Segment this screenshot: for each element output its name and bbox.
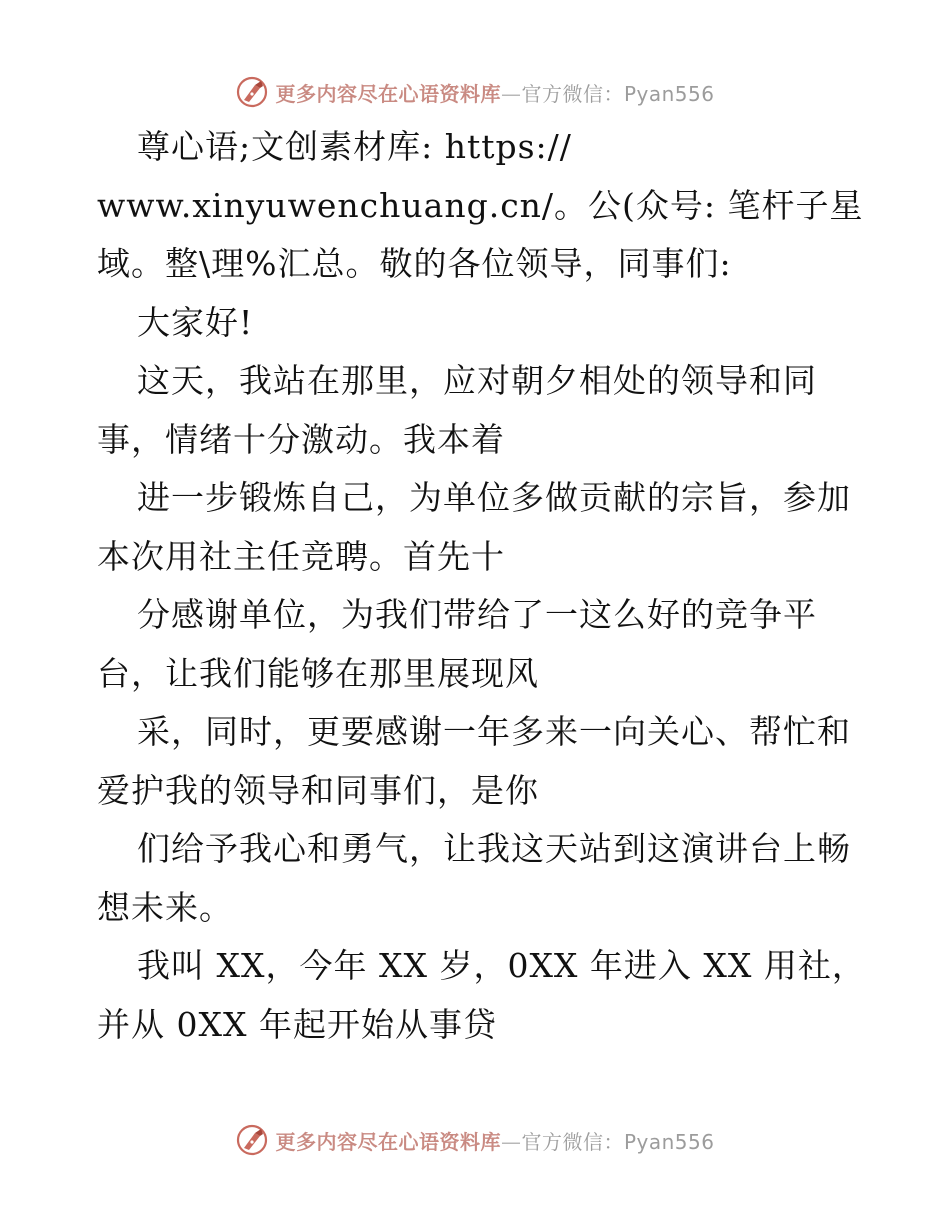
text-line: 尊心语;文创素材库: https:// xyxy=(137,127,572,166)
text-line: www.xinyuwenchuang.cn/。公(众号: 笔杆子星 xyxy=(97,185,864,225)
text-line: 本次用社主任竞聘。首先十 xyxy=(97,536,505,576)
footer-watermark-banner xyxy=(0,1120,950,1160)
text-line: 并从 0XX 年起开始从事贷 xyxy=(97,1004,497,1044)
header-watermark-text: 更多内容尽在心语资料库—官方微信：Pyan556 xyxy=(275,81,715,106)
text-line: 分感谢单位，为我们带给了一这么好的竞争平 xyxy=(137,595,817,634)
greeting-line: 大家好! xyxy=(137,302,254,342)
footer-watermark-text: 更多内容尽在心语资料库—官方微信：Pyan556 xyxy=(275,1129,715,1154)
header-watermark-banner xyxy=(0,72,950,112)
text-line: 这天，我站在那里，应对朝夕相处的领导和同 xyxy=(137,361,817,400)
text-line: 爱护我的领导和同事们，是你 xyxy=(97,770,539,810)
text-line: 我叫 XX，今年 XX 岁，0XX 年进入 XX 用社， xyxy=(137,946,866,985)
pen-nib-logo-icon xyxy=(235,75,269,109)
pen-nib-logo-icon xyxy=(235,1123,269,1157)
text-line: 进一步锻炼自己，为单位多做贡献的宗旨，参加 xyxy=(137,478,851,517)
text-line: 想未来。 xyxy=(97,887,233,927)
text-line: 域。整\理%汇总。敬的各位领导，同事们: xyxy=(97,244,732,283)
text-line: 台，让我们能够在那里展现风 xyxy=(97,653,539,693)
document-body xyxy=(97,118,866,1054)
text-line: 事，情绪十分激动。我本着 xyxy=(97,419,505,459)
text-line: 们给予我心和勇气，让我这天站到这演讲台上畅 xyxy=(137,829,851,868)
text-line: 采，同时，更要感谢一年多来一向关心、帮忙和 xyxy=(137,712,851,751)
